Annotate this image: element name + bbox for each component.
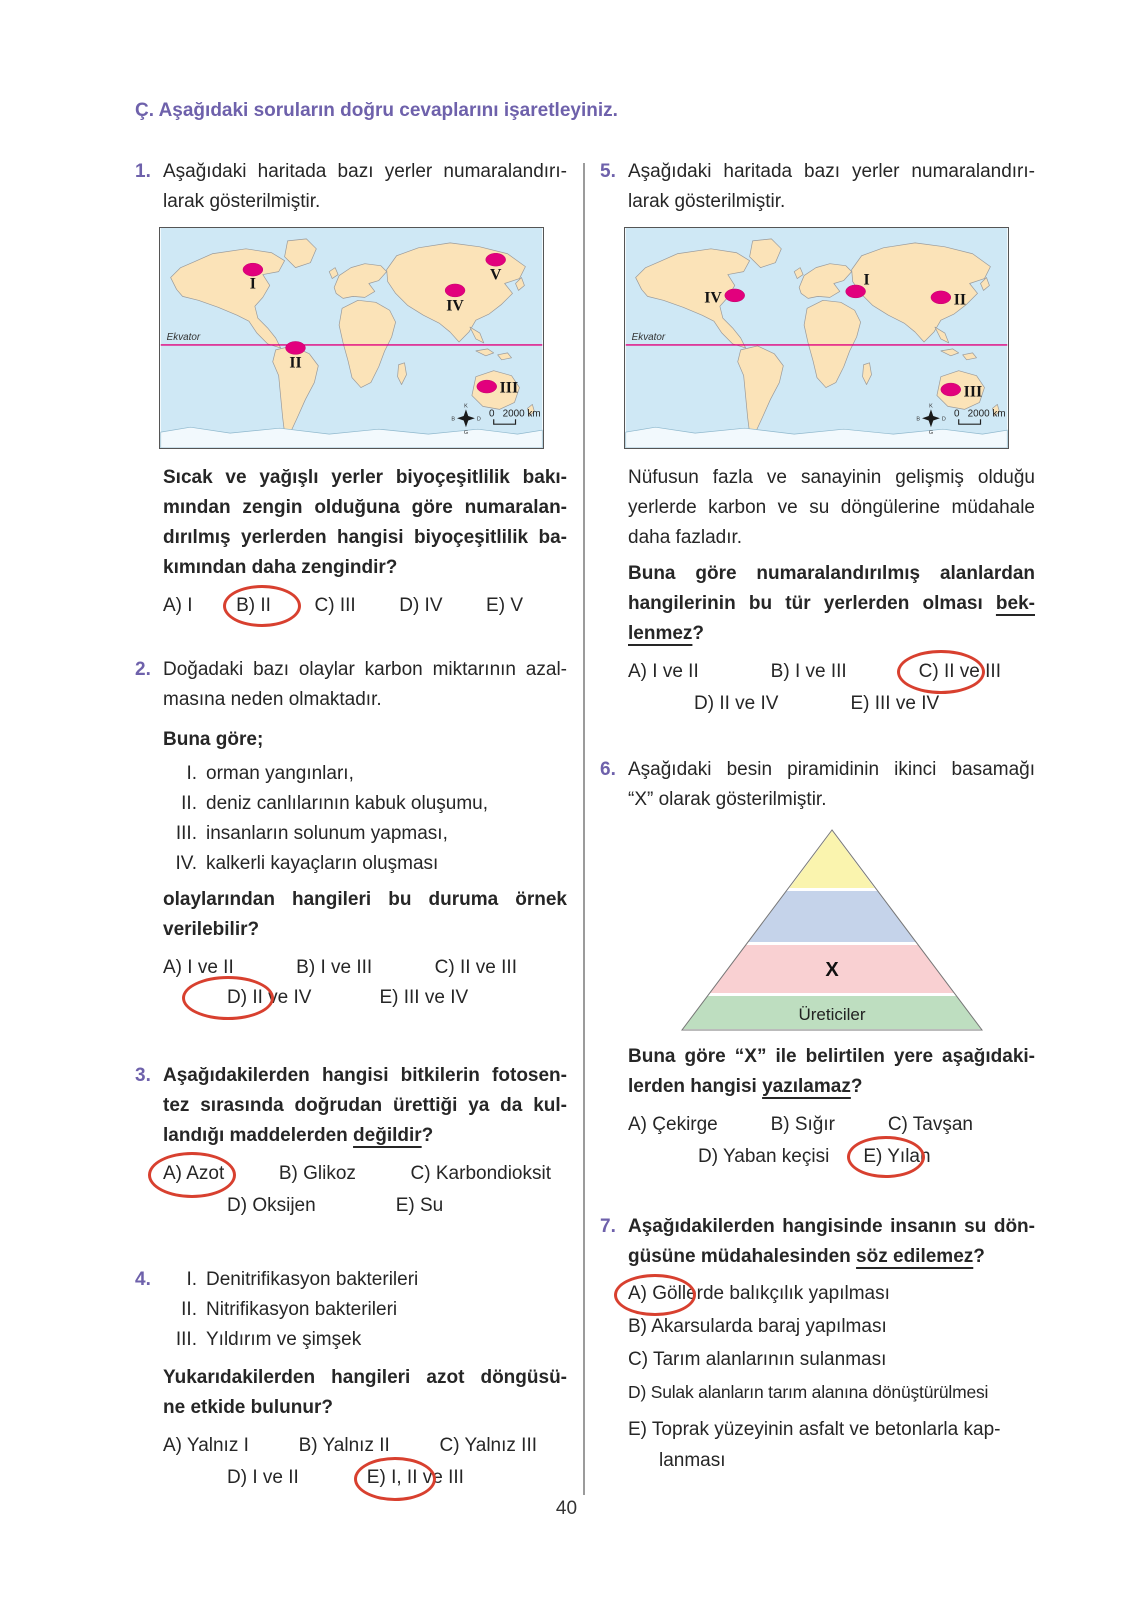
option-a: A) Yalnız I <box>163 1435 249 1456</box>
underlined-keyword: lenmez <box>628 623 693 644</box>
pyramid-x-label: X <box>824 959 839 981</box>
option-b: B) Yalnız II <box>298 1435 390 1456</box>
roman-list <box>163 759 567 879</box>
question-number: 7. <box>600 1216 616 1237</box>
question-number: 5. <box>600 161 616 182</box>
left-column <box>135 157 567 1489</box>
option-b: B) Akarsularda baraj yapılması <box>628 1316 887 1337</box>
underlined-keyword: yazılamaz <box>762 1076 851 1097</box>
option-b: B) Sığır <box>770 1114 835 1135</box>
question-7 <box>600 1212 1035 1476</box>
question-3 <box>135 1061 567 1217</box>
options-row <box>628 661 1035 683</box>
option-e: E) Yılan <box>863 1146 930 1168</box>
question-number: 1. <box>135 161 151 182</box>
option-c: C) II ve III <box>434 957 517 978</box>
list-item: II. deniz canlılarının kabuk oluşumu, <box>181 793 488 814</box>
list-item: III. insanların solunum yapması, <box>175 823 448 844</box>
pyramid-base-label: Üreticiler <box>797 1005 866 1024</box>
map-marker-2: II <box>289 354 302 372</box>
question-intro: Doğadaki bazı olaylar karbon miktarının azal- masına neden olmaktadır. <box>163 659 567 710</box>
question-number: 2. <box>135 659 151 680</box>
option-e: E) III ve IV <box>379 987 469 1008</box>
option-c: C) Tarım alanlarının sulanması <box>628 1349 887 1370</box>
options-row <box>163 957 567 979</box>
option-d: D) II ve IV <box>694 693 779 714</box>
option-c: C) III <box>314 595 356 616</box>
question-5 <box>600 157 1035 715</box>
underlined-keyword: bek- <box>995 593 1035 614</box>
option-a: A) Azot <box>163 1163 224 1185</box>
options-row <box>163 1435 567 1457</box>
question-stem: olaylarından hangileri bu duruma örnek verilebilir? <box>163 889 567 940</box>
underlined-keyword: söz edilemez <box>856 1246 974 1267</box>
right-column <box>600 157 1035 1476</box>
question-4 <box>135 1265 567 1489</box>
option-a: A) I <box>163 595 193 616</box>
option-a: A) Göllerde balıkçılık yapılması <box>628 1283 1035 1305</box>
options-row <box>694 693 1035 715</box>
world-map-2 <box>624 227 1035 449</box>
question-number: 3. <box>135 1065 151 1086</box>
map-marker-1: I <box>863 271 870 289</box>
map-marker-1: I <box>249 275 256 293</box>
world-map-base <box>626 228 1008 448</box>
question-stem: Yukarıdakilerden hangileri azot döngüsü- ne etkide bulunur? <box>163 1367 567 1418</box>
map-marker-4: IV <box>446 297 464 315</box>
question-stem: Aşağıdakilerden hangisi bitkilerin fotosen- tez sırasında doğrudan ürettiği ya da kul- landığı maddelerden değildir? <box>163 1065 567 1146</box>
options-row <box>698 1146 1035 1168</box>
question-subhead: Buna göre; <box>163 729 264 750</box>
option-d: D) Oksijen <box>227 1195 316 1216</box>
option-b: B) Glikoz <box>278 1163 356 1184</box>
option-a: A) Çekirge <box>628 1114 718 1135</box>
list-item: IV. kalkerli kayaçların oluşması <box>175 853 439 874</box>
list-item: III. Yıldırım ve şimşek <box>175 1329 362 1350</box>
page-number: 40 <box>555 1498 578 1519</box>
options-row <box>227 1467 567 1489</box>
question-intro: Aşağıdaki haritada bazı yerler numaralandırı- larak gösterilmiştir. <box>628 161 1035 212</box>
column-divider <box>583 163 585 1495</box>
option-c: C) Karbondioksit <box>410 1163 551 1184</box>
list-item: II. Nitrifikasyon bakterileri <box>181 1299 398 1320</box>
map-marker-4: IV <box>704 289 722 307</box>
question-stem: Buna göre “X” ile belirtilen yere aşağıdaki- lerden hangisi yazılamaz? <box>628 1046 1035 1097</box>
roman-list <box>163 1265 567 1355</box>
question-6 <box>600 755 1035 1168</box>
option-c: C) Yalnız III <box>439 1435 537 1456</box>
map-marker-3: III <box>499 379 519 397</box>
option-a: A) I ve II <box>163 957 234 978</box>
option-a: A) I ve II <box>628 661 699 682</box>
list-item: I. Denitrifikasyon bakterileri <box>186 1269 419 1290</box>
option-e: E) Su <box>395 1195 444 1216</box>
question-paragraph: Nüfusun fazla ve sanayinin gelişmiş olduğu yerlerde karbon ve su döngülerine müdahale daha fazladır. <box>628 467 1035 548</box>
options-row <box>227 1195 567 1217</box>
question-number: 6. <box>600 759 616 780</box>
pyramid-level-4 <box>789 831 874 888</box>
option-b: B) I ve III <box>296 957 373 978</box>
section-header: Ç. Aşağıdaki soruların doğru cevaplarını işaretleyiniz. <box>135 100 618 121</box>
question-stem: Aşağıdakilerden hangisinde insanın su dön- güsüne müdahalesinden söz edilemez? <box>628 1216 1035 1267</box>
question-intro: Aşağıdaki haritada bazı yerler numaralandırı- larak gösterilmiştir. <box>163 161 567 212</box>
option-e: E) III ve IV <box>850 693 940 714</box>
options-row <box>163 1163 567 1185</box>
options-row <box>227 987 567 1009</box>
option-e: E) Toprak yüzeyinin asfalt ve betonlarla kap- lanması <box>628 1419 1001 1471</box>
option-c: C) II ve III <box>919 661 1001 683</box>
question-number: 4. <box>135 1269 151 1290</box>
option-e: E) I, II ve III <box>367 1467 464 1489</box>
pyramid-level-3 <box>748 891 916 942</box>
option-d: D) IV <box>399 595 443 616</box>
list-item: I. orman yangınları, <box>186 763 354 784</box>
option-c: C) Tavşan <box>887 1114 973 1135</box>
option-b: B) I ve III <box>770 661 847 682</box>
world-map-1 <box>159 227 567 449</box>
map-marker-3: III <box>963 383 983 401</box>
underlined-keyword: değildir <box>353 1125 422 1146</box>
option-b: B) II <box>236 595 271 617</box>
question-intro: Aşağıdaki besin piramidinin ikinci basamağı “X” olarak gösterilmiştir. <box>628 759 1035 810</box>
question-stem: Buna göre numaralandırılmış alanlardan hangilerinin bu tür yerlerden olması bek- lenmez? <box>628 563 1035 644</box>
options-row <box>163 595 567 617</box>
options-row <box>628 1114 1035 1136</box>
question-stem: Sıcak ve yağışlı yerler biyoçeşitlilik bakı- mından zengin olduğuna göre numaralan- dırılmış yerlerden hangisi biyoçeşitlilik ba- kımından daha zengindir? <box>163 467 567 578</box>
question-1 <box>135 157 567 617</box>
option-d: D) Yaban keçisi <box>698 1146 830 1167</box>
map-marker-5: V <box>489 266 502 284</box>
map-marker-2: II <box>953 291 967 309</box>
option-e: E) V <box>486 595 523 616</box>
option-d: D) Sulak alanların tarım alanına dönüştürülmesi <box>628 1382 989 1402</box>
question-2 <box>135 655 567 1009</box>
option-d: D) I ve II <box>227 1467 299 1488</box>
food-pyramid-diagram <box>681 829 983 1032</box>
world-map-base <box>161 228 543 448</box>
option-d: D) II ve IV <box>227 987 311 1009</box>
